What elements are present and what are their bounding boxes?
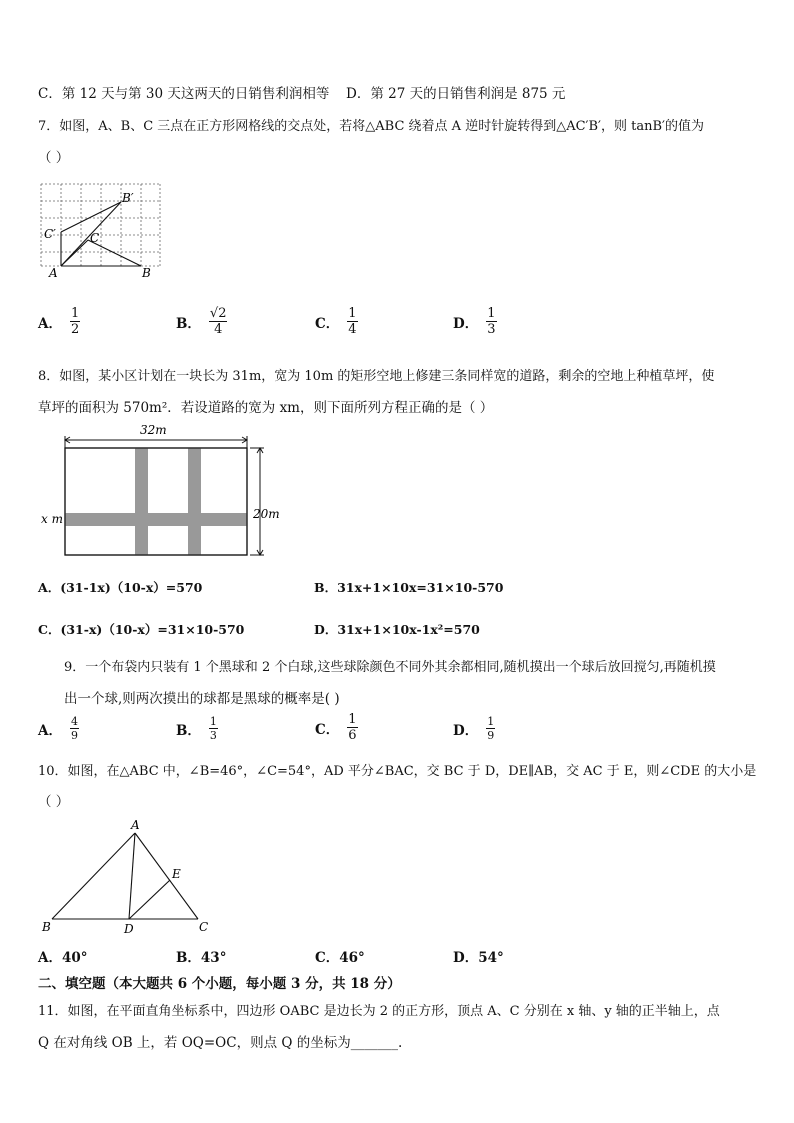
fraction: $\frac{√2}{4}$ (209, 306, 227, 337)
option-letter: C． (315, 721, 340, 738)
fraction: $\frac{1}{2}$ (70, 306, 80, 337)
option-letter: B． (176, 722, 201, 739)
label-b-prime: B′ (122, 191, 134, 205)
q7-option-d (453, 306, 497, 337)
label-b: B (142, 266, 151, 280)
q8-stem-line2: 草坪的面积为 570m²．若设道路的宽为 xm，则下面所列方程正确的是（ ） (38, 400, 494, 416)
fraction: $\frac{1}{3}$ (487, 306, 496, 337)
section-title-fill-in: 二、填空题（本大题共 6 个小题，每小题 3 分，共 18 分） (38, 976, 401, 992)
fraction: $\frac{4}{9}$ (70, 715, 78, 742)
q6-option-c: C．第 12 天与第 30 天这两天的日销售利润相等 (38, 86, 330, 102)
vertical-road-1 (135, 448, 148, 555)
option-letter: D． (453, 722, 479, 739)
horizontal-road (65, 513, 247, 526)
option-letter: A． (38, 315, 62, 332)
fraction: $\frac{1}{4}$ (348, 306, 357, 337)
q8-stem-line1: 8．如图，某小区计划在一块长为 31m，宽为 10m 的矩形空地上修建三条同样宽的道路，剩余的空地上种植草坪，使 (38, 369, 715, 384)
q7-option-a (38, 306, 80, 337)
option-letter: C． (315, 315, 340, 332)
bisector-ad (129, 833, 135, 919)
q7-option-c (315, 306, 358, 337)
q9-option-a (38, 715, 79, 742)
q7-grid-figure (40, 182, 165, 282)
vertical-road-2 (188, 448, 201, 555)
label-length: 32m (140, 423, 167, 437)
fraction: $\frac{1}{6}$ (348, 712, 357, 743)
q10-triangle-figure (38, 815, 218, 937)
label-c: C (199, 920, 209, 934)
label-a: A (131, 818, 140, 832)
option-letter: A． (38, 722, 62, 739)
q8-option-b: B．31x+1×10x=31×10-570 (314, 580, 504, 595)
label-c-prime: C′ (44, 227, 56, 241)
q11-stem-line1: 11．如图，在平面直角坐标系中，四边形 OABC 是边长为 2 的正方形，顶点 A、C 分别在 x 轴、y 轴的正半轴上，点 (38, 1004, 720, 1019)
q8-road-figure (38, 420, 288, 565)
q9-option-d (453, 715, 495, 742)
q10-option-a: A．40° (38, 950, 88, 966)
option-letter: D． (453, 315, 479, 332)
q9-stem-line1: 9．一个布袋内只装有 1 个黑球和 2 个白球,这些球除颜色不同外其余都相同,随机摸出一个球后放回搅匀,再随机摸 (64, 660, 716, 675)
side-ab (52, 833, 135, 919)
q9-option-b (176, 715, 218, 742)
q9-option-c (315, 712, 358, 743)
label-d: D (124, 922, 134, 936)
q10-option-c: C．46° (315, 950, 365, 966)
label-road-width: x m (41, 512, 63, 526)
q11-stem-line2: Q 在对角线 OB 上，若 OQ=OC，则点 Q 的坐标为_______. (38, 1035, 403, 1051)
label-a: A (49, 266, 58, 280)
segment-de (129, 880, 170, 919)
q10-stem: 10．如图，在△ABC 中，∠B=46°，∠C=54°，AD 平分∠BAC，交 BC 于 D，DE∥AB，交 AC 于 E，则∠CDE 的大小是 (38, 764, 757, 779)
label-e: E (172, 867, 181, 881)
label-b: B (42, 920, 51, 934)
q7-stem: 7．如图，A、B、C 三点在正方形网格线的交点处，若将△ABC 绕着点 A 逆时针旋转得到△AC′B′，则 tanB′的值为 (38, 119, 704, 134)
q7-paren: （ ） (38, 150, 70, 166)
q6-option-d: D．第 27 天的日销售利润是 875 元 (346, 86, 566, 102)
q8-option-d: D．31x+1×10x-1x²=570 (314, 622, 480, 637)
q10-option-b: B．43° (176, 950, 227, 966)
q8-option-c: C．(31-x)（10-x）=31×10-570 (38, 622, 245, 637)
q10-paren: （ ） (38, 794, 70, 810)
segment-cprime-bprime (61, 202, 121, 232)
label-c: C (90, 231, 100, 245)
label-width: 20m (253, 507, 280, 521)
q8-option-a: A．(31-1x)（10-x）=570 (38, 580, 203, 595)
side-ac (135, 833, 198, 919)
fraction: $\frac{1}{3}$ (209, 715, 217, 742)
q9-stem-line2: 出一个球,则两次摸出的球都是黑球的概率是( ) (64, 691, 340, 707)
q10-option-d: D．54° (453, 950, 504, 966)
fraction: $\frac{1}{9}$ (487, 715, 495, 742)
option-letter: B． (176, 315, 201, 332)
q7-option-b (176, 306, 227, 337)
